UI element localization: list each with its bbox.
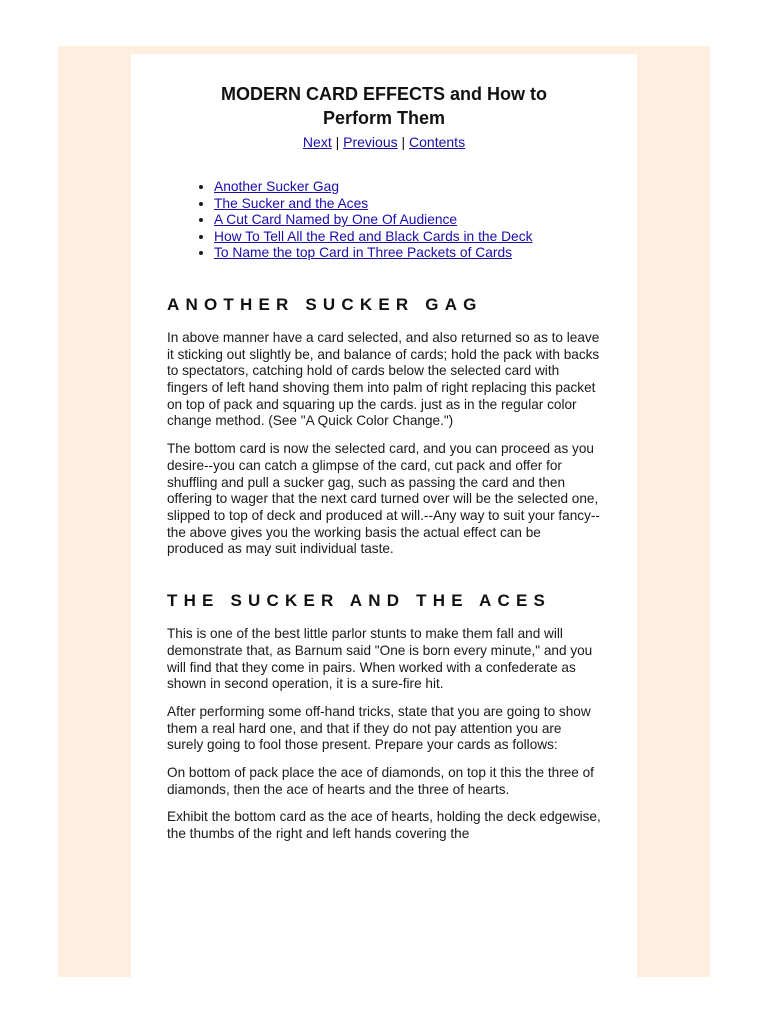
book-title: MODERN CARD EFFECTS and How to Perform Them bbox=[221, 84, 547, 128]
body-paragraph: On bottom of pack place the ace of diamonds, on top it this the three of diamonds, then the ace of hearts and the three of hearts. bbox=[167, 765, 594, 797]
body-paragraph: In above manner have a card selected, and also returned so as to leave it sticking out slightly be, and balance of cards; hold the pack with backs to spectators, catching hold of cards below the selected card with fingers of left hand shoving them into palm of right replacing this packet on top of pack and squaring up the cards. just as in the regular color change method. (See "A Quick Color Change.") bbox=[167, 329, 600, 429]
toc-link-top-card-packets[interactable]: To Name the top Card in Three Packets of Cards bbox=[214, 245, 513, 261]
contents-link[interactable]: Contents bbox=[409, 134, 466, 150]
toc-link-cut-card[interactable]: A Cut Card Named by One Of Audience bbox=[214, 212, 458, 228]
toc-item bbox=[214, 179, 601, 196]
toc-link-sucker-and-aces[interactable]: The Sucker and the Aces bbox=[214, 195, 369, 211]
document-page bbox=[131, 54, 637, 977]
toc-link-another-sucker-gag[interactable]: Another Sucker Gag bbox=[214, 179, 340, 194]
body-paragraph: The bottom card is now the selected card, and you can proceed as you desire--you can catch a glimpse of the card, cut pack and offer for shuffling and pull a sucker gag, such as passing the card and then offering to wager that the next card turned over will be the selected one, slipped to top of deck and produced at will.--Any way to suit your fancy--the above gives you the working basis the actual effect can be produced as may suit individual taste. bbox=[167, 441, 600, 557]
toc-item bbox=[214, 212, 601, 229]
body-paragraph: Exhibit the bottom card as the ace of hearts, holding the deck edgewise, the thumbs of the right and left hands covering the bbox=[167, 809, 601, 842]
toc-item bbox=[214, 196, 601, 213]
table-of-contents bbox=[167, 179, 601, 262]
toc-item bbox=[214, 229, 601, 246]
nav-separator: | bbox=[401, 134, 406, 150]
section-heading: THE SUCKER AND THE ACES bbox=[167, 591, 552, 611]
nav-separator: | bbox=[335, 134, 340, 150]
previous-link[interactable]: Previous bbox=[343, 134, 398, 150]
body-paragraph: After performing some off-hand tricks, state that you are going to show them a real hard one, and that if they do not pay attention you are surely going to fool those present. Prepare your cards as follows: bbox=[167, 703, 591, 753]
next-link[interactable]: Next bbox=[302, 134, 332, 150]
toc-item bbox=[214, 245, 601, 262]
section-heading: ANOTHER SUCKER GAG bbox=[167, 294, 483, 314]
body-paragraph: This is one of the best little parlor stunts to make them fall and will demonstrate that, as Barnum said "One is born every minute," and you will find that they come in pairs. When worked with a confederate as shown in second operation, it is a sure-fire hit. bbox=[167, 626, 593, 692]
toc-link-red-black-cards[interactable]: How To Tell All the Red and Black Cards in the Deck bbox=[214, 228, 533, 244]
chapter-nav bbox=[167, 133, 601, 151]
